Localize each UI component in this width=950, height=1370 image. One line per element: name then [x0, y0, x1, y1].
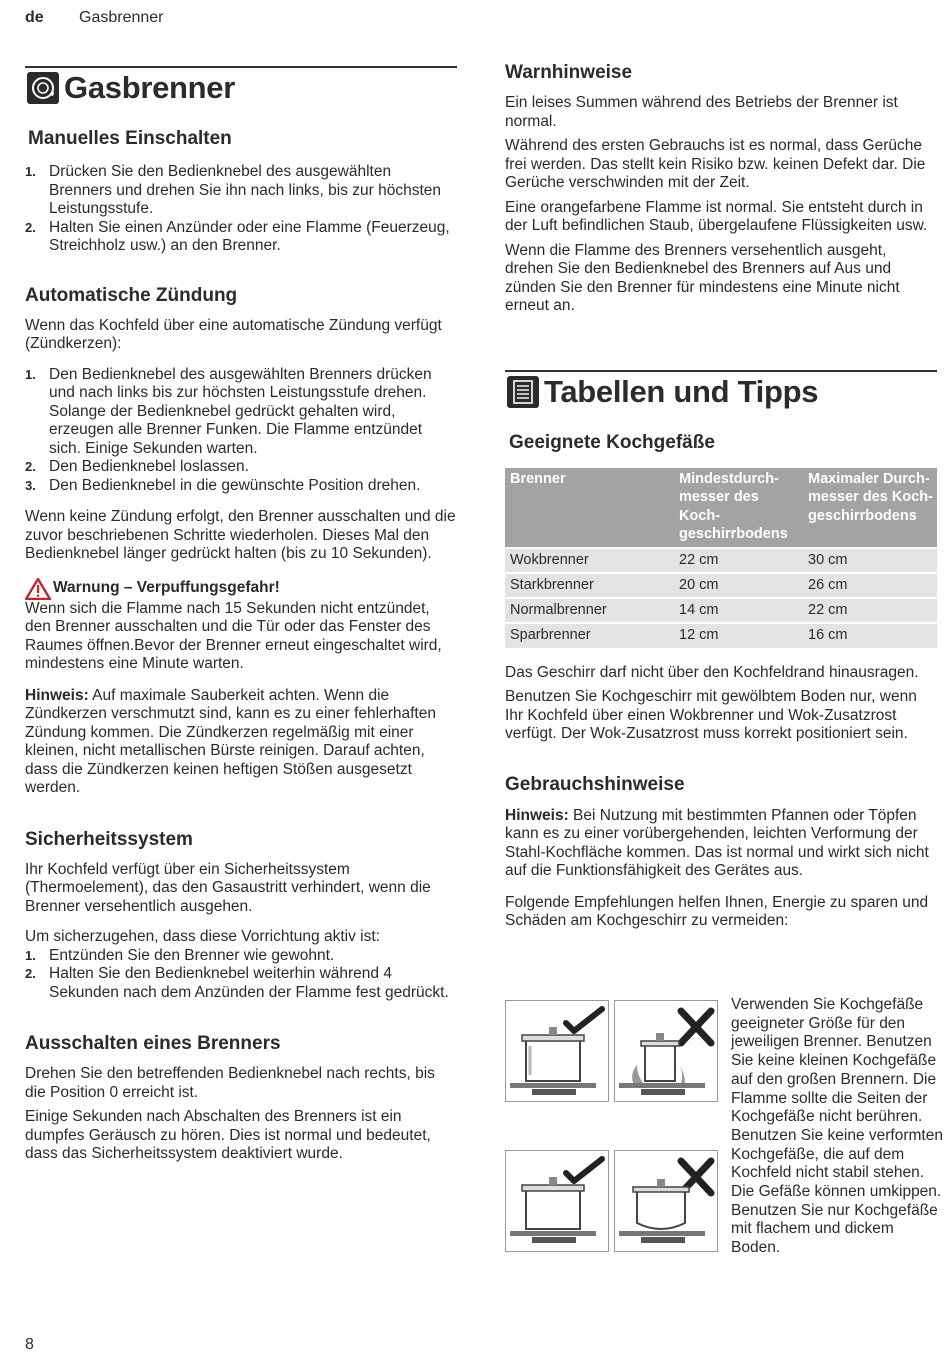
column-header: Brenner [505, 468, 674, 548]
section-heading-usage: Gebrauchshinweise [505, 773, 685, 795]
section-heading-manual: Manuelles Einschalten [28, 128, 232, 149]
pot-too-small-image [614, 1000, 718, 1102]
header-language: de [25, 9, 44, 26]
usage-tips: Verwenden Sie Kochgefäße geeigneter Größe für den jeweiligen Brenner. Benutzen Sie keine kleinen Kochgefäße auf den großen Brennern. Die Flamme sollte die Seiten der Kochgefäße nicht berühren. Benutzen Sie keine verformten Kochgefäße, die auf dem Kochfeld nicht stabil stehen. Die Gefäße können umkippen. Benutzen Sie nur Kochgefäße mit flachem und dickem Boden. [731, 996, 943, 1257]
safety-steps [25, 947, 457, 1003]
page-number: 8 [25, 1336, 34, 1353]
list-item: 1. Entzünden Sie den Brenner wie gewohnt. [25, 946, 335, 964]
header-title: Gasbrenner [79, 9, 164, 26]
list-item: 1. Den Bedienknebel des ausgewählten Brenners drücken und nach links bis zur höchsten Leistungsstufe drehen. Solange der Bedienknebel gedrückt gehalten wird, erzeugen alle Brenner Funken. Die Flamme entzündet sich. Einige Sekunden warten. [25, 365, 432, 457]
list-item: 2. Halten Sie den Bedienknebel weiterhin während 4 Sekunden nach dem Anzünden der Flamme fest gedrückt. [25, 965, 449, 1001]
pot-correct-size-image [505, 1000, 609, 1102]
list-item: 3. Den Bedienknebel in die gewünschte Position drehen. [25, 476, 421, 494]
table-row: Normalbrenner 14 cm 22 cm [505, 598, 937, 623]
table-row: Sparbrenner 12 cm 16 cm [505, 623, 937, 648]
column-header: Mindestdurch- messer des Koch- geschirrbodens [674, 468, 803, 548]
chapter-tables [505, 370, 937, 410]
burner-icon [25, 70, 61, 106]
usage-note: Hinweis: Bei Nutzung mit bestimmten Pfannen oder Töpfen kann es zu einer vorübergehenden, leichten Verformung der Stahl-Kochfläche kommen. Das ist normal und wirkt sich nicht auf die Funktionsfähigkeit des Gerätes aus. [505, 806, 929, 879]
table-row: Wokbrenner 22 cm 30 cm [505, 548, 937, 573]
right-column [505, 60, 937, 931]
warning-text: Wenn sich die Flamme nach 15 Sekunden nicht entzündet, den Brenner ausschalten und die Tür oder das Fenster des Raumes öffnen.Bevor der Brenner erneut eingeschaltet wird, mindestens eine Minute warten. [25, 599, 442, 672]
chapter-gasbrenner [25, 66, 457, 106]
document-icon [505, 374, 541, 410]
warn-p3: Eine orangefarbene Flamme ist normal. Sie entsteht durch in der Luft befindlichen Staub, übergelaufene Flüssigkeiten usw. [505, 198, 928, 234]
warning-title: Warnung – Verpuffungsgefahr! [25, 578, 457, 600]
manual-steps [25, 163, 457, 256]
off-p2: Einige Sekunden nach Abschalten des Brenners ist ein dumpfes Geräusch zu hören. Dies ist normal und bedeutet, dass das Sicherheitssystem deaktiviert wurde. [25, 1108, 431, 1162]
list-item: 2. Halten Sie einen Anzünder oder eine Flamme (Feuerzeug, Streichholz usw.) an den Brenner. [25, 218, 450, 254]
safety-text: Ihr Kochfeld verfügt über ein Sicherheitssystem (Thermoelement), das den Gasaustritt verhindert, wenn die Brenner versehentlich ausgehen. [25, 860, 431, 915]
warn-p1: Ein leises Summen während des Betriebs der Brenner ist normal. [505, 94, 898, 130]
section-heading-pots: Geeignete Kochgefäße [509, 431, 715, 453]
chapter-title: Gasbrenner [64, 70, 236, 105]
table-row: Starkbrenner 20 cm 26 cm [505, 573, 937, 598]
usage-intro: Folgende Empfehlungen helfen Ihnen, Energie zu sparen und Schäden am Kochgeschirr zu vermeiden: [505, 893, 929, 929]
table-header-row [505, 468, 937, 548]
list-item: 2. Den Bedienknebel loslassen. [25, 458, 249, 475]
warn-p2: Während des ersten Gebrauchs ist es normal, dass Gerüche frei werden. Das stellt kein Risiko bzw. keinen Defekt dar. Die Gerüche verschwinden mit der Zeit. [505, 137, 926, 191]
section-heading-warn: Warnhinweise [505, 62, 633, 83]
pot-size-table [505, 468, 937, 648]
left-column [25, 60, 457, 1164]
note: Hinweis: Auf maximale Sauberkeit achten. Wenn die Zündkerzen verschmutzt sind, kann es zu einer fehlerhaften Zündung kommen. Die Zündkerzen regelmäßig mit einer kleinen, nicht metallischen Bürste reinigen. Darauf achten, dass die Zündkerzen keinen heftigen Stößen ausgesetzt werden. [25, 686, 436, 796]
warning-triangle-icon [25, 578, 51, 600]
pot-deformed-image [614, 1150, 718, 1252]
warn-p4: Wenn die Flamme des Brenners versehentlich ausgeht, drehen Sie den Bedienknebel des Brenners auf Aus und zünden Sie den Brenner für mindestens eine Minute nicht erneut an. [505, 241, 900, 314]
column-header: Maximaler Durch- messer des Koch- geschirrbodens [803, 468, 937, 548]
section-heading-auto: Automatische Zündung [25, 284, 238, 306]
auto-after: Wenn keine Zündung erfolgt, den Brenner ausschalten und die zuvor beschriebenen Schritte wiederholen. Dieses Mal den Bedienknebel länger gedrückt halten (bis zu 10 Sekunden). [25, 508, 456, 562]
pots-p2: Benutzen Sie Kochgeschirr mit gewölbtem Boden nur, wenn Ihr Kochfeld über einen Wokbrenner und Wok-Zusatzrost verfügt. Der Wok-Zusatzrost muss korrekt positioniert sein. [505, 688, 917, 742]
auto-intro: Wenn das Kochfeld über eine automatische Zündung verfügt (Zündkerzen): [25, 316, 442, 352]
auto-steps [25, 366, 457, 496]
pot-flat-bottom-image [505, 1150, 609, 1252]
pots-p1: Das Geschirr darf nicht über den Kochfeldrand hinausragen. [505, 663, 919, 681]
off-p1: Drehen Sie den betreffenden Bedienknebel nach rechts, bis die Position 0 erreicht ist. [25, 1065, 435, 1101]
section-heading-off: Ausschalten eines Brenners [25, 1033, 281, 1054]
safety-intro: Um sicherzugehen, dass diese Vorrichtung aktiv ist: [25, 928, 380, 945]
list-item: 1. Drücken Sie den Bedienknebel des ausgewählten Brenners und drehen Sie ihn nach links, bis zur höchsten Leistungsstufe. [25, 163, 442, 217]
section-heading-safety: Sicherheitssystem [25, 828, 193, 850]
chapter-title: Tabellen und Tipps [544, 373, 819, 409]
